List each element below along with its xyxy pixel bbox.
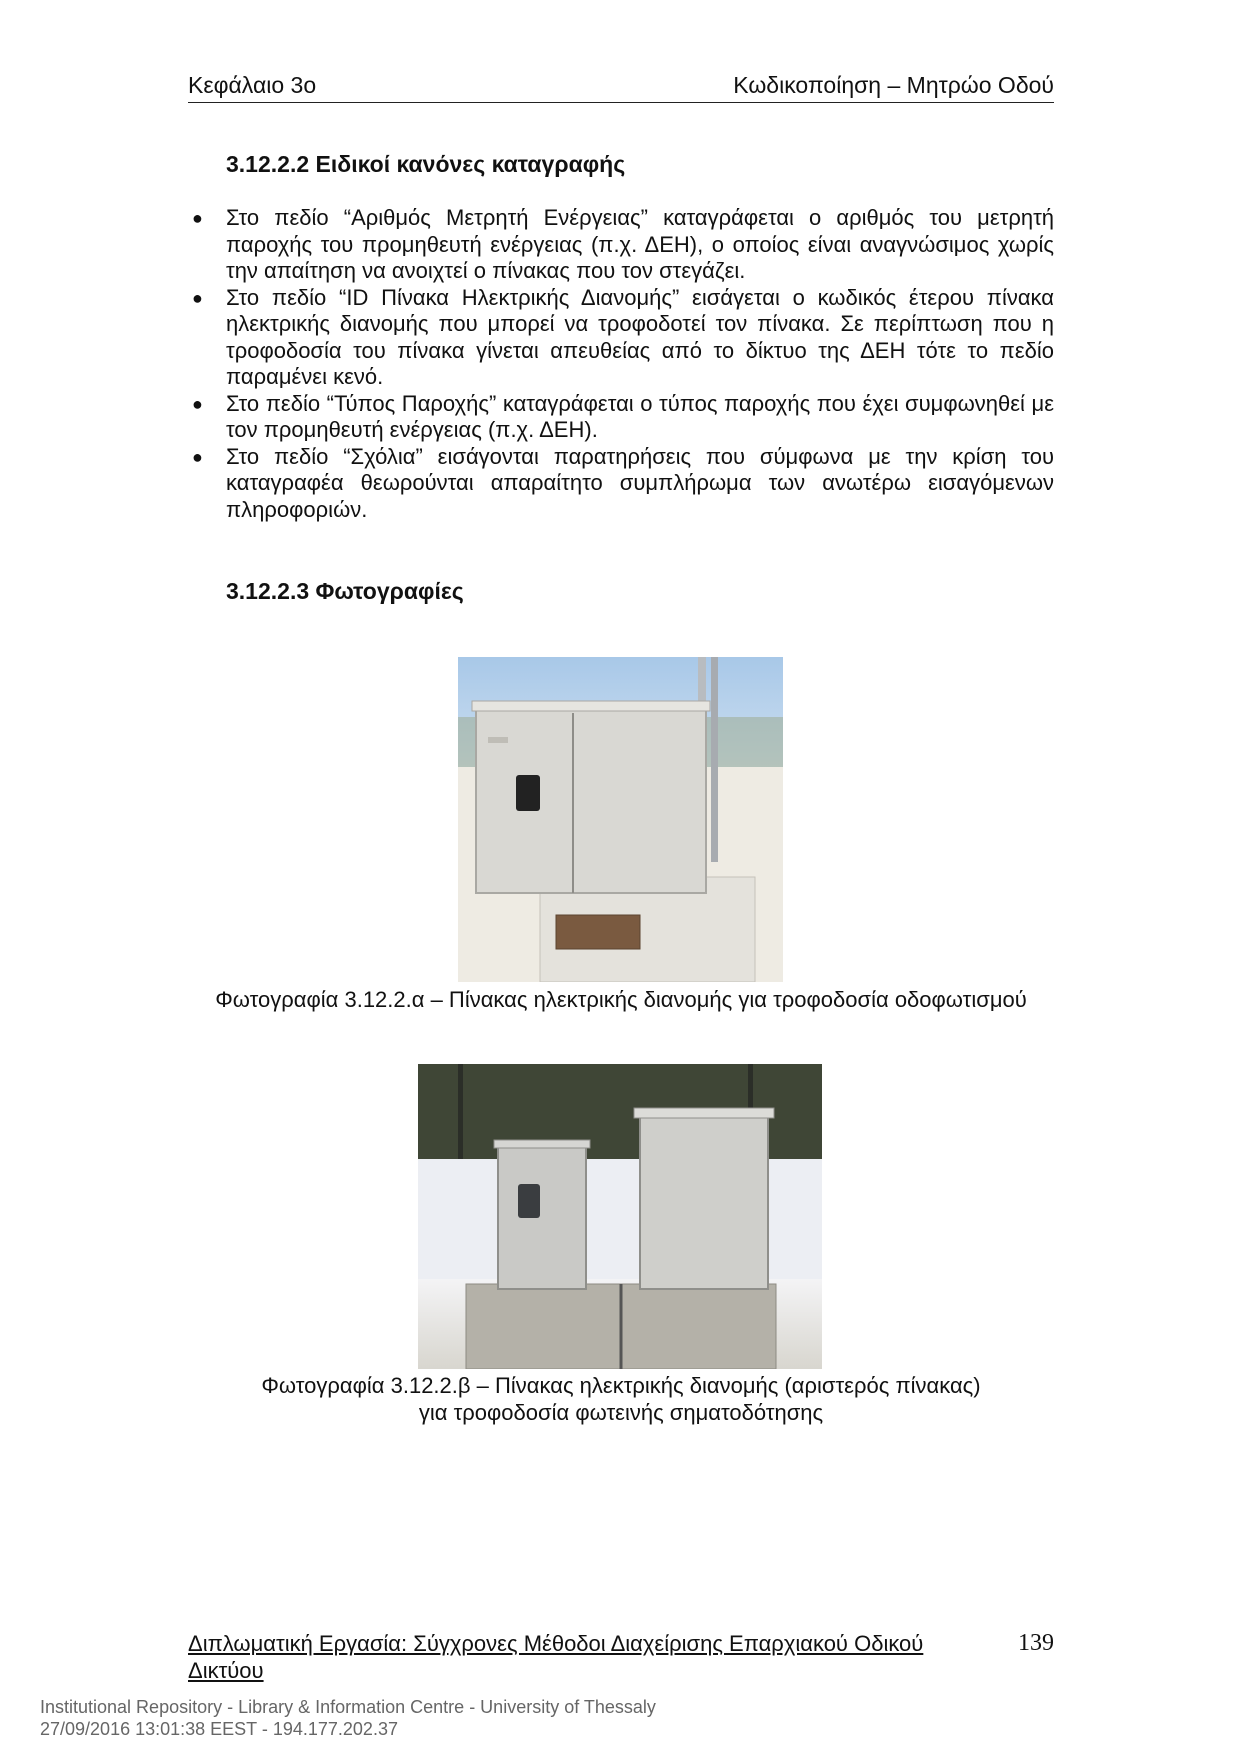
rule-text: Στο πεδίο “ID Πίνακα Ηλεκτρικής Διανομής” εισάγεται ο κωδικός έτερου πίνακα ηλεκτρικής διανομής που μπορεί να τροφοδοτεί τον πίνακα. Σε περίπτωση που η τροφοδοσία του πίνακα γίνεται απευθείας από το δίκτυο της ΔΕΗ τότε το πεδίο παραμένει κενό. [226,284,1054,389]
page-footer [188,1630,1054,1684]
photo-cabinet-street-lighting [458,657,783,982]
page-header [188,72,1054,103]
repository-timestamp: 27/09/2016 13:01:38 EEST - 194.177.202.37 [40,1719,398,1739]
rule-text: Στο πεδίο “Τύπος Παροχής” καταγράφεται ο τύπος παροχής που έχει συμφωνηθεί με τον προμηθευτή ενέργειας (π.χ. ΔΕΗ). [226,390,1054,442]
list-item [188,391,1054,444]
list-item [188,205,1054,285]
page-number: 139 [1018,1630,1054,1656]
caption-photo-b-line1: Φωτογραφία 3.12.2.β – Πίνακας ηλεκτρικής διανομής (αριστερός πίνακας) [261,1373,981,1398]
bullet-icon: ● [192,287,203,308]
heading-special-rules: 3.12.2.2 Ειδικοί κανόνες καταγραφής [226,151,626,177]
repository-name: Institutional Repository - Library & Information Centre - University of Thessaly [40,1697,656,1717]
header-chapter: Κεφάλαιο 3ο [188,72,317,98]
rules-list [188,205,1054,523]
bullet-icon: ● [192,393,203,414]
repository-stamp [40,1696,656,1740]
rule-text: Στο πεδίο “Σχόλια” εισάγονται παρατηρήσεις που σύμφωνα με την κρίση του καταγραφέα θεωρούνται απαραίτητο συμπλήρωμα των ανωτέρω εισαγόμενων πληροφοριών. [226,443,1054,522]
photo-a-illustration [458,657,783,982]
bullet-icon: ● [192,446,203,467]
caption-photo-b [188,1372,1054,1426]
photo-cabinets-traffic-signals [418,1064,822,1369]
header-section: Κωδικοποίηση – Μητρώο Οδού [733,72,1054,98]
photo-b-illustration [418,1064,822,1369]
bullet-icon: ● [192,208,203,228]
footer-thesis-title: Διπλωματική Εργασία: Σύγχρονες Μέθοδοι Διαχείρισης Επαρχιακού Οδικού Δικτύου [188,1631,924,1683]
caption-photo-b-line2: για τροφοδοσία φωτεινής σηματοδότησης [418,1400,824,1425]
heading-photos: 3.12.2.3 Φωτογραφίες [226,578,464,604]
rule-text: Στο πεδίο “Αριθμός Μετρητή Ενέργειας” καταγράφεται ο αριθμός του μετρητή παροχής του προμηθευτή ενέργειας (π.χ. ΔΕΗ), ο οποίος είναι αναγνώσιμος χωρίς την απαίτηση να ανοιχτεί ο πίνακας που τον στεγάζει. [226,205,1054,283]
list-item [188,444,1054,524]
list-item [188,285,1054,391]
caption-photo-a: Φωτογραφία 3.12.2.α – Πίνακας ηλεκτρικής διανομής για τροφοδοσία οδοφωτισμού [215,987,1027,1012]
